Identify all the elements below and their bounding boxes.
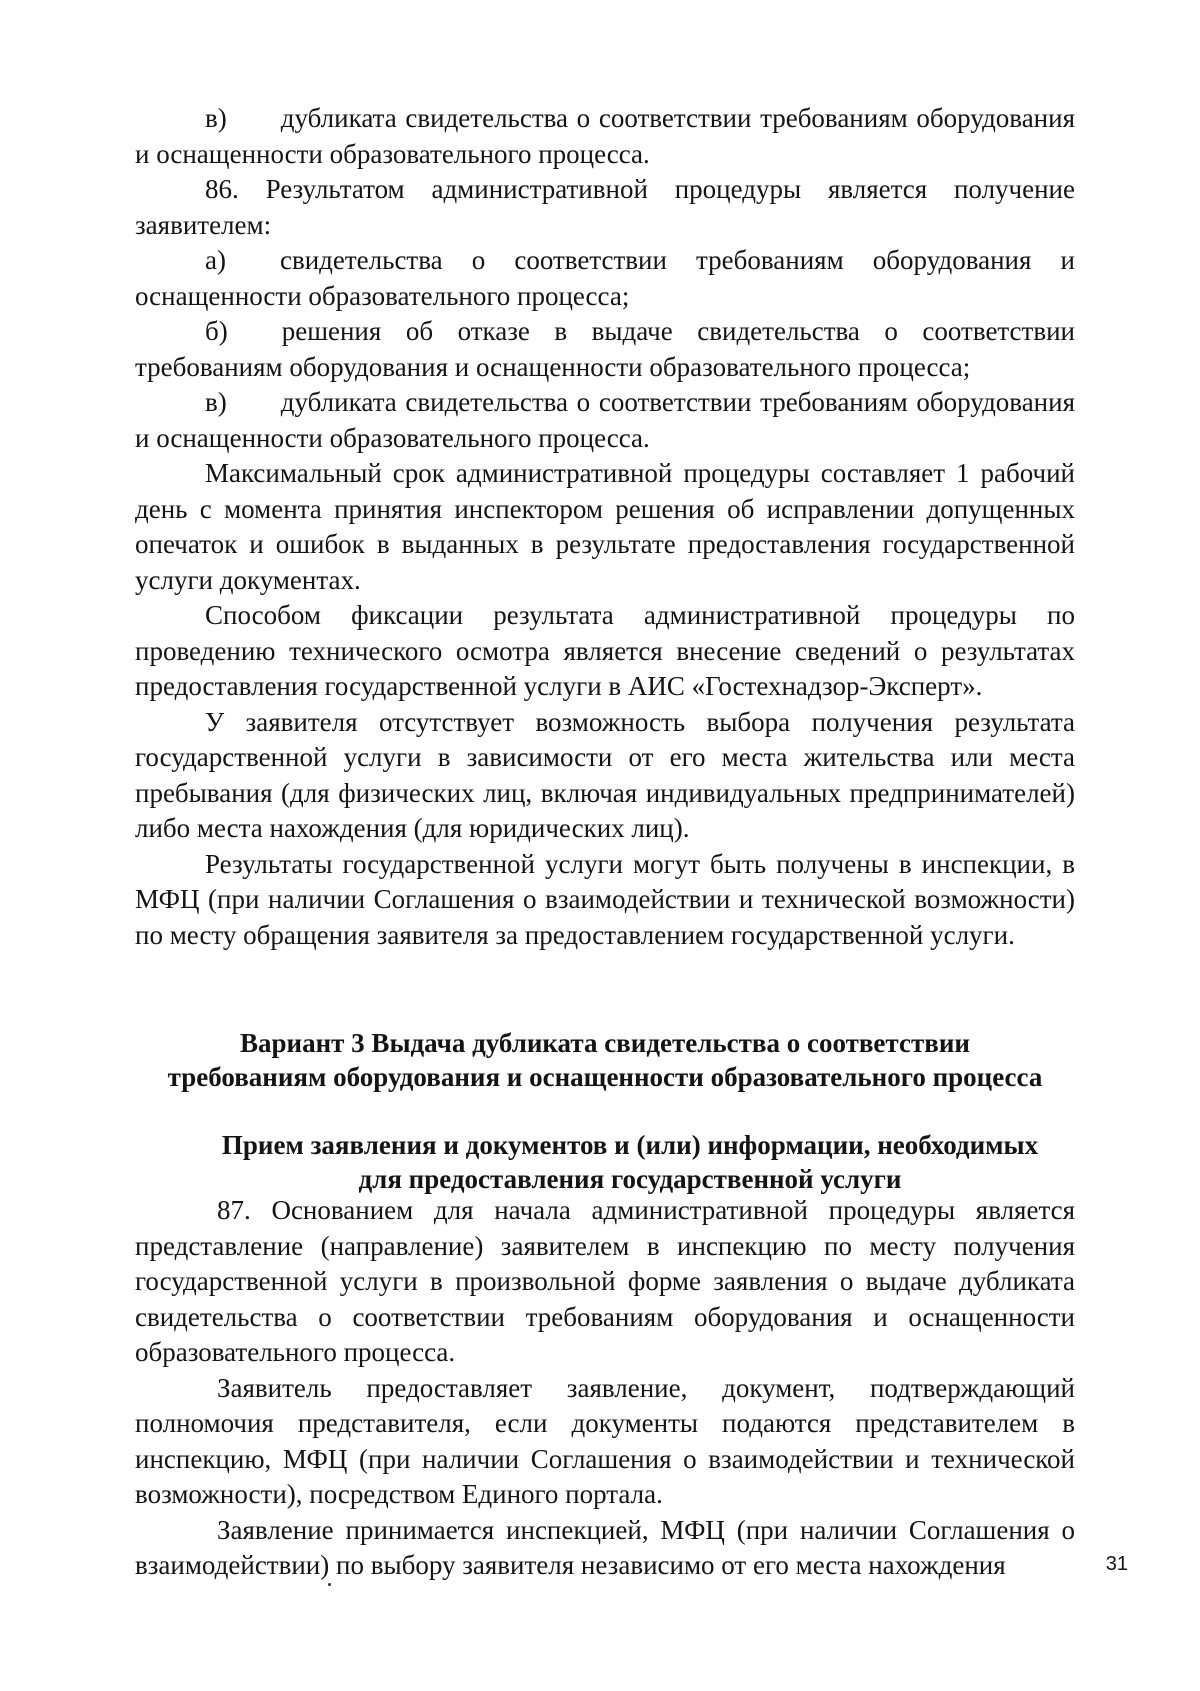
list-item-b-refusal: б) решения об отказе в выдаче свидетельства о соответствии требованиям оборудования и оснащенности образовательного процесса;: [135, 316, 1075, 382]
paragraph-no-choice: У заявителя отсутствует возможность выбора получения результата государственной услуги в зависимости от его места жительства или места пребывания (для физических лиц, включая индивидуальных предпринимателей) либо места нахождения (для юридических лиц).: [135, 706, 1075, 843]
heading-line: Вариант 3 Выдача дубликата свидетельства о соответствии: [240, 1028, 970, 1058]
paragraph-86: 86. Результатом административной процедуры является получение заявителем:: [135, 174, 1075, 240]
list-item-v-duplicate-2: в) дубликата свидетельства о соответствии требованиям оборудования и оснащенности образовательного процесса.: [135, 387, 1075, 453]
heading-line: требованиям оборудования и оснащенности образовательного процесса: [167, 1062, 1043, 1092]
body-text-block-2: [135, 1193, 1075, 1584]
section-heading-variant-3: [135, 1026, 1075, 1094]
paragraph-max-term: Максимальный срок административной процедуры составляет 1 рабочий день с момента принятия инспектором решения об исправлении допущенных опечаток и ошибок в выданных в результате предоставления государственной услуги документах.: [135, 458, 1075, 595]
scan-speck: [328, 1583, 331, 1586]
paragraph-results-obtained: Результаты государственной услуги могут быть получены в инспекции, в МФЦ (при наличии Соглашения о взаимодействии и технической возможности) по месту обращения заявителя за предоставлением государственной услуги.: [135, 848, 1075, 950]
paragraph-application-accepted: Заявление принимается инспекцией, МФЦ (при наличии Соглашения о взаимодействии) по выбору заявителя независимо от его места нахождения: [135, 1514, 1075, 1580]
heading-line: для предоставления государственной услуги: [358, 1164, 902, 1194]
paragraph-applicant-provides: Заявитель предоставляет заявление, документ, подтверждающий полномочия представителя, если документы подаются представителем в инспекцию, МФЦ (при наличии Соглашения о взаимодействии и технической возможности), посредством Единого портала.: [135, 1372, 1075, 1509]
list-item-v-duplicate: в) дубликата свидетельства о соответствии требованиям оборудования и оснащенности образовательного процесса.: [135, 103, 1075, 169]
paragraph-87: 87. Основанием для начала административной процедуры является представление (направление) заявителем в инспекцию по месту получения государственной услуги в произвольной форме заявления о выдаче дубликата свидетельства о соответствии требованиям оборудования и оснащенности образовательного процесса.: [135, 1195, 1075, 1367]
heading-line: Прием заявления и документов и (или) информации, необходимых: [221, 1130, 1039, 1160]
list-item-a-certificate: а) свидетельства о соответствии требованиям оборудования и оснащенности образовательного процесса;: [135, 245, 1075, 311]
subsection-heading-application: [180, 1128, 1080, 1196]
body-text-block-1: [135, 101, 1075, 953]
paragraph-fixation-method: Способом фиксации результата административной процедуры по проведению технического осмотра является внесение сведений о результатах предоставления государственной услуги в АИС «Гостехнадзор-Эксперт».: [135, 600, 1075, 701]
page-number: 31: [1105, 1553, 1128, 1575]
